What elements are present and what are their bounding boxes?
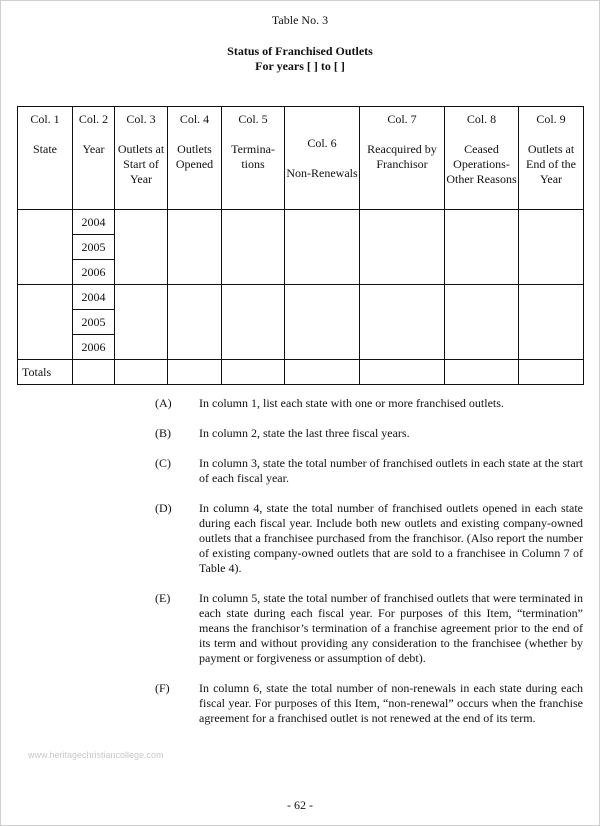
- instruction-letter: (E): [155, 591, 171, 605]
- page-number: - 62 -: [287, 798, 313, 812]
- col-label: Termina-tions: [231, 142, 275, 171]
- header-col-3: [115, 107, 168, 210]
- col-number: Col. 7: [387, 112, 417, 126]
- totals-cell: [445, 360, 519, 385]
- instruction-item: [155, 396, 583, 411]
- instruction-letter: (F): [155, 681, 170, 695]
- year-cell: 2005: [73, 310, 115, 335]
- year-cell: 2004: [73, 210, 115, 235]
- outlets-table: [17, 106, 584, 385]
- table-row: [18, 285, 584, 310]
- col-label: Outlets at Start of Year: [117, 142, 165, 186]
- col-number: Col. 2: [78, 112, 109, 126]
- watermark-text: www.heritagechristiancollege.com: [28, 750, 164, 760]
- col-label: Outlets Opened: [175, 142, 214, 171]
- data-cell: [222, 285, 285, 360]
- year-cell: 2006: [73, 260, 115, 285]
- header-col-4: [168, 107, 222, 210]
- totals-cell: [168, 360, 222, 385]
- year-cell: 2006: [73, 335, 115, 360]
- totals-row: [18, 360, 584, 385]
- instruction-text: In column 4, state the total number of franchised outlets opened in each state during each fiscal year. Include both new outlets and existing company-owned outlets that a franchisee purchased from the franchisor. (Also report the number of existing company-owned outlets that are sold to a franchisee in Column 7 of Table 4).: [199, 501, 583, 575]
- col-label: Year: [82, 142, 105, 156]
- header-col-2: [73, 107, 115, 210]
- instruction-letter: (B): [155, 426, 171, 440]
- instruction-text: In column 3, state the total number of franchised outlets in each state at the start of each fiscal year.: [199, 456, 583, 485]
- instruction-item: [155, 591, 583, 666]
- col-label: Non-Renewals: [286, 165, 358, 180]
- totals-cell: [285, 360, 360, 385]
- totals-cell: [73, 360, 115, 385]
- col-number: Col. 6: [307, 135, 337, 150]
- header-col-5: [222, 107, 285, 210]
- instruction-item: [155, 426, 583, 441]
- instruction-text: In column 5, state the total number of franchised outlets that were terminated in each state during each fiscal year. For purposes of this Item, “termination” means the franchisor’s termination of a franchise agreement prior to the end of its term and without providing any consideration to the franchisee (whether by payment or forgiveness or assumption of debt).: [199, 591, 583, 665]
- header-col-1: [18, 107, 73, 210]
- totals-cell: [222, 360, 285, 385]
- col-label: Ceased Operations-Other Reasons: [446, 142, 517, 186]
- col-number: Col. 1: [30, 112, 60, 126]
- header-col-9: [519, 107, 584, 210]
- title-line-1: Status of Franchised Outlets: [227, 44, 373, 58]
- col-number: Col. 9: [536, 112, 566, 126]
- year-cell: 2004: [73, 285, 115, 310]
- instruction-letter: (D): [155, 501, 172, 515]
- table-title: [0, 44, 600, 74]
- instruction-text: In column 1, list each state with one or more franchised outlets.: [199, 396, 504, 410]
- totals-cell: [115, 360, 168, 385]
- header-col-8: [445, 107, 519, 210]
- data-cell: [168, 210, 222, 285]
- totals-cell: [360, 360, 445, 385]
- instruction-item: [155, 681, 583, 726]
- col-number: Col. 8: [466, 112, 497, 126]
- totals-label: Totals: [18, 360, 73, 385]
- col-label: Outlets at End of the Year: [526, 142, 576, 186]
- header-col-7: [360, 107, 445, 210]
- instruction-item: [155, 501, 583, 576]
- table-number: Table No. 3: [271, 13, 329, 27]
- instructions-list: [155, 396, 583, 741]
- data-cell: [222, 210, 285, 285]
- state-cell: [18, 210, 73, 285]
- year-cell: 2005: [73, 235, 115, 260]
- state-cell: [18, 285, 73, 360]
- instruction-text: In column 2, state the last three fiscal years.: [199, 426, 410, 440]
- data-cell: [360, 210, 445, 285]
- header-row: [18, 107, 584, 210]
- instruction-item: [155, 456, 583, 486]
- instruction-text: In column 6, state the total number of non-renewals in each state during each fiscal year. For purposes of this Item, “non-renewal” occurs when the franchise agreement for a franchised outlet is not renewed at the end of its term.: [199, 681, 583, 725]
- instruction-letter: (A): [155, 396, 172, 410]
- data-cell: [360, 285, 445, 360]
- col-number: Col. 3: [126, 112, 156, 126]
- col-label: Reacquired by Franchisor: [367, 142, 437, 171]
- header-col-6: [285, 107, 360, 210]
- data-cell: [115, 285, 168, 360]
- col-label: State: [33, 142, 57, 156]
- data-cell: [285, 285, 360, 360]
- instruction-letter: (C): [155, 456, 171, 470]
- data-cell: [519, 285, 584, 360]
- title-line-2: For years [ ] to [ ]: [255, 59, 345, 73]
- data-cell: [115, 210, 168, 285]
- totals-cell: [519, 360, 584, 385]
- data-cell: [445, 210, 519, 285]
- col-number: Col. 5: [238, 112, 268, 126]
- table-row: [18, 210, 584, 235]
- data-cell: [285, 210, 360, 285]
- data-cell: [445, 285, 519, 360]
- col-number: Col. 4: [179, 112, 210, 126]
- data-cell: [168, 285, 222, 360]
- data-cell: [519, 210, 584, 285]
